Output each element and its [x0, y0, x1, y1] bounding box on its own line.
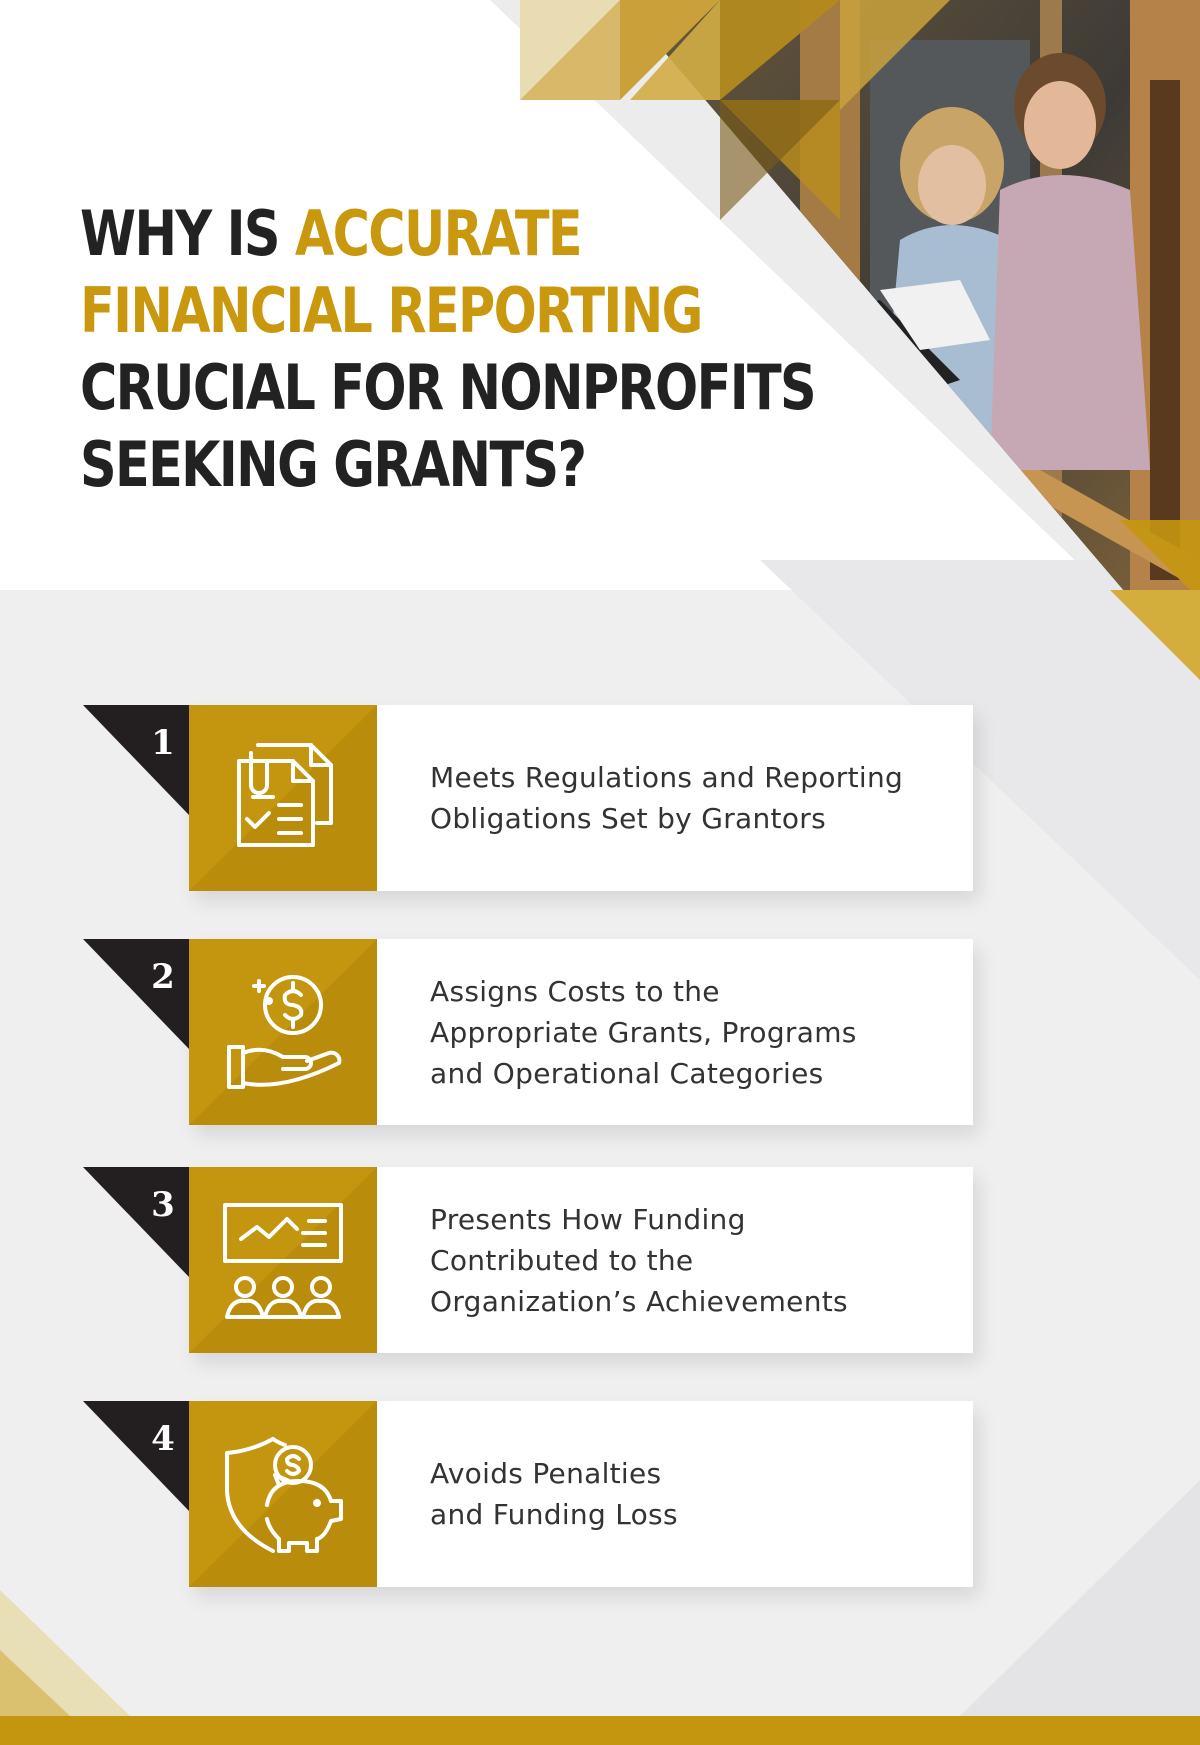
- benefit-line: Contributed to the: [430, 1243, 694, 1277]
- bottom-accent-bar: [0, 1716, 1200, 1745]
- benefit-line: and Operational Categories: [430, 1056, 824, 1090]
- title-part-dark: WHY IS: [80, 197, 295, 270]
- benefit-text: [430, 939, 950, 1125]
- item-number: 3: [151, 1185, 175, 1225]
- title-line-3: CRUCIAL FOR NONPROFITS: [80, 351, 816, 424]
- benefit-line: Assigns Costs to the: [430, 974, 720, 1008]
- title-line-accent: FINANCIAL REPORTING: [80, 274, 702, 347]
- benefit-line: Avoids Penalties: [430, 1457, 662, 1490]
- benefit-item-3: [83, 1167, 973, 1353]
- title-line-4: SEEKING GRANTS?: [80, 428, 586, 501]
- benefit-item-2: [83, 939, 973, 1125]
- item-number: 2: [151, 957, 175, 997]
- benefit-text: [430, 1401, 950, 1587]
- title-part-accent: ACCURATE: [294, 197, 581, 270]
- benefit-item-1: [83, 705, 973, 891]
- benefit-line: Organization’s Achievements: [430, 1284, 848, 1318]
- benefit-item-4: [83, 1401, 973, 1587]
- benefit-text: [430, 1167, 950, 1353]
- item-number: 1: [151, 723, 175, 763]
- benefit-text: [430, 705, 950, 891]
- benefit-line: Meets Regulations and Reporting: [430, 761, 904, 794]
- hand-dollar-coin-icon: [213, 967, 353, 1097]
- document-checklist-icon: [213, 733, 353, 863]
- benefit-line: and Funding Loss: [430, 1498, 678, 1531]
- benefit-line: Presents How Funding: [430, 1202, 746, 1236]
- benefit-line: Obligations Set by Grantors: [430, 802, 826, 835]
- presentation-growth-chart-icon: [213, 1195, 353, 1325]
- benefit-line: Appropriate Grants, Programs: [430, 1015, 857, 1049]
- item-number: 4: [151, 1419, 175, 1459]
- shield-piggy-bank-icon: [213, 1429, 353, 1559]
- page-title: [80, 195, 816, 503]
